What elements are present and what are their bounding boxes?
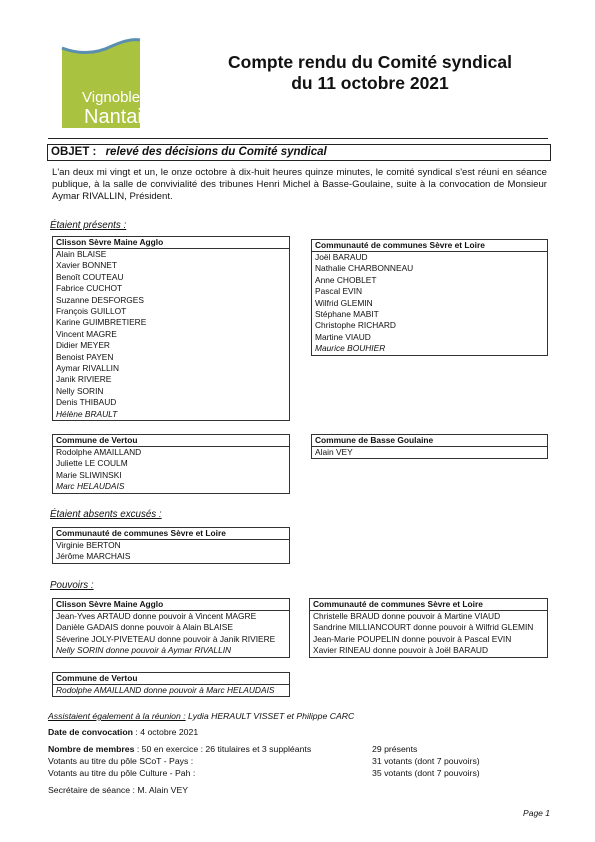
list-item: Nelly SORIN donne pouvoir à Aymar RIVALLIN [56, 645, 232, 656]
list-item: Anne CHOBLET [315, 274, 377, 285]
list-item: Martine VIAUD [315, 331, 371, 342]
presents-heading: Étaient présents : [50, 220, 127, 231]
membres-label: Nombre de membres [48, 744, 135, 754]
list-item: Benoist PAYEN [56, 351, 114, 362]
presents-sevre-box [311, 239, 548, 356]
list-item: Virginie BERTON [56, 540, 121, 550]
list-item: Marie SLIWINSKI [56, 469, 122, 480]
pouvoirs-clisson-box [52, 598, 290, 658]
presents-sevre-title: Communauté de communes Sèvre et Loire [312, 240, 547, 252]
list-item: Vincent MAGRE [56, 328, 117, 339]
list-item: Joël BARAUD [315, 252, 368, 262]
assistaient-value: Lydia HERAULT VISSET et Philippe CARC [185, 711, 355, 721]
presents-vertou-title: Commune de Vertou [53, 435, 289, 447]
pouvoirs-vertou-box [52, 672, 290, 697]
pouvoirs-sevre-box [309, 598, 548, 658]
list-item: Juliette LE COULM [56, 458, 128, 469]
list-item: Jérôme MARCHAIS [56, 551, 131, 562]
list-item: Fabrice CUCHOT [56, 283, 123, 294]
list-item: Stéphane MABIT [315, 309, 379, 320]
list-item: Jean-Marie POUPELIN donne pouvoir à Pascal EVIN [313, 633, 512, 644]
culture-right: 35 votants (dont 7 pouvoirs) [372, 768, 480, 778]
list-item: Marc HELAUDAIS [56, 481, 125, 492]
pouvoirs-vertou-title: Commune de Vertou [53, 673, 289, 685]
list-item: Didier MEYER [56, 340, 110, 351]
list-item: Christophe RICHARD [315, 320, 396, 331]
logo-line1: Vignoble [82, 89, 141, 106]
membres-right: 29 présents [372, 744, 418, 754]
list-item: François GUILLOT [56, 306, 127, 317]
absents-sevre-title: Communauté de communes Sèvre et Loire [53, 528, 289, 540]
presents-clisson-title: Clisson Sèvre Maine Agglo [53, 237, 289, 249]
list-item: Christelle BRAUD donne pouvoir à Martine VIAUD [313, 611, 501, 621]
list-item: Aymar RIVALLIN [56, 363, 119, 374]
stats-membres [48, 744, 311, 756]
assistaient-label: Assistaient également à la réunion : [48, 711, 186, 721]
page-number: Page 1 [523, 808, 550, 818]
list-item: Wilfrid GLEMIN [315, 297, 373, 308]
list-item: Alain BLAISE [56, 249, 107, 259]
membres-value: : 50 en exercice : 26 titulaires et 3 suppléants [134, 744, 312, 754]
list-item: Xavier RINEAU donne pouvoir à Joël BARAUD [313, 645, 489, 656]
list-item: Janik RIVIERE [56, 374, 112, 385]
culture-label: Votants au titre du pôle Culture - Pah : [48, 768, 196, 778]
pouvoirs-clisson-title: Clisson Sèvre Maine Agglo [53, 599, 289, 611]
list-item: Karine GUIMBRETIERE [56, 317, 147, 328]
presents-vertou-box [52, 434, 290, 494]
presents-basse-title: Commune de Basse Goulaine [312, 435, 547, 447]
title-line2: du 11 octobre 2021 [291, 73, 449, 93]
list-item: Séverine JOLY-PIVETEAU donne pouvoir à Janik RIVIERE [56, 633, 276, 644]
absents-sevre-box [52, 527, 290, 564]
list-item: Denis THIBAUD [56, 397, 117, 408]
list-item: Hélène BRAULT [56, 408, 118, 419]
objet-box [47, 144, 551, 161]
list-item: Suzanne DESFORGES [56, 294, 144, 305]
secretaire-line: Secrétaire de séance : M. Alain VEY [48, 785, 189, 795]
convocation-label: Date de convocation [48, 727, 133, 737]
convocation-line [48, 727, 198, 739]
title-line1: Compte rendu du Comité syndical [228, 52, 512, 72]
list-item: Nathalie CHARBONNEAU [315, 263, 414, 274]
list-item: Pascal EVIN [315, 286, 363, 297]
assistaient-line [48, 711, 354, 723]
pouvoirs-sevre-title: Communauté de communes Sèvre et Loire [310, 599, 547, 611]
title-divider [48, 138, 548, 139]
presents-clisson-box [52, 236, 290, 421]
scot-label: Votants au titre du pôle SCoT - Pays : [48, 756, 194, 766]
list-item: Maurice BOUHIER [315, 343, 386, 354]
list-item: Sandrine MILLIANCOURT donne pouvoir à Wilfrid GLEMIN [313, 622, 534, 633]
list-item: Danièle GADAIS donne pouvoir à Alain BLAISE [56, 622, 233, 633]
vignoble-nantais-logo [58, 36, 162, 130]
list-item: Xavier BONNET [56, 260, 117, 271]
document-title [200, 52, 540, 94]
objet-value: relevé des décisions du Comité syndical [105, 146, 327, 158]
list-item: Jean-Yves ARTAUD donne pouvoir à Vincent MAGRE [56, 611, 257, 621]
intro-paragraph: L'an deux mi vingt et un, le onze octobre à dix-huit heures quinze minutes, le comité syndical s'est réuni en séance publique, à la salle de convivialité des tribunes Henri Michel à Basse-Goulaine, suite à la convocation de Monsieur Aymar RIVALLIN, Président. [52, 167, 547, 203]
logo-line2: Nantais [84, 106, 152, 128]
list-item: Benoît COUTEAU [56, 271, 124, 282]
presents-basse-box [311, 434, 548, 459]
objet-label: OBJET : [51, 146, 97, 158]
list-item: Rodolphe AMAILLAND donne pouvoir à Marc HELAUDAIS [56, 685, 275, 695]
list-item: Rodolphe AMAILLAND [56, 447, 142, 457]
pouvoirs-heading: Pouvoirs : [50, 580, 94, 591]
absents-heading: Étaient absents excusés : [50, 509, 162, 520]
convocation-value: : 4 octobre 2021 [132, 727, 199, 737]
list-item: Alain VEY [315, 447, 353, 457]
list-item: Nelly SORIN [56, 385, 104, 396]
scot-right: 31 votants (dont 7 pouvoirs) [372, 756, 480, 766]
